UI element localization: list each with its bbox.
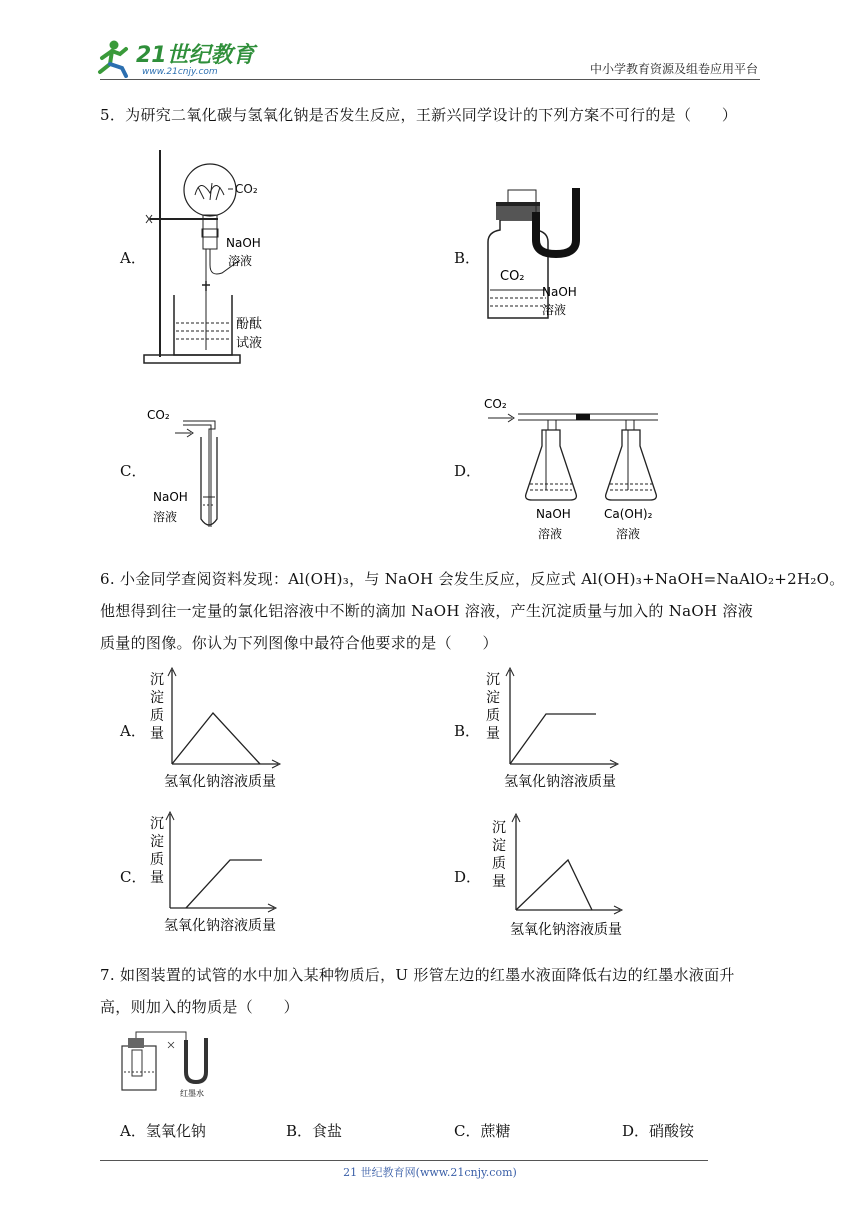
header-divider: [100, 79, 760, 80]
q5-figure-a: [140, 145, 290, 370]
reagent-label: 试液: [236, 336, 263, 351]
q7-option-b[interactable]: B．食盐: [286, 1122, 343, 1140]
svg-text:质: 质: [150, 852, 164, 868]
co2-label: CO₂: [235, 182, 258, 196]
caoh2-label: Ca(OH)₂: [604, 507, 653, 521]
logo-url: www.21cnjy.com: [142, 67, 218, 77]
q6-graph-a: [144, 664, 294, 794]
q6-option-b[interactable]: B．: [454, 722, 481, 740]
q5-stem: 5．为研究二氧化碳与氢氧化钠是否发生反应，王新兴同学设计的下列方案不可行的是（ ）: [100, 106, 738, 124]
q7-option-d[interactable]: D．硝酸铵: [622, 1122, 695, 1140]
svg-text:沉: 沉: [486, 672, 500, 688]
q6-graph-b: [484, 664, 634, 794]
svg-text:量: 量: [492, 874, 506, 890]
q5-figure-d: [478, 390, 668, 545]
q5-option-d[interactable]: D．: [454, 462, 482, 480]
platform-name: 中小学教育资源及组卷应用平台: [589, 62, 758, 76]
svg-text:量: 量: [150, 870, 164, 886]
solution-label: 溶液: [616, 527, 641, 541]
logo-title: 21世纪教育: [136, 43, 255, 68]
svg-text:氢氧化钠溶液质量: 氢氧化钠溶液质量: [164, 918, 276, 934]
co2-label: CO₂: [484, 397, 507, 411]
q7-figure: [116, 1030, 226, 1100]
q7-line-2: 高，则加入的物质是（ ）: [100, 998, 299, 1016]
runner-icon: [100, 41, 126, 77]
q6-graph-c: [144, 808, 294, 938]
svg-text:氢氧化钠溶液质量: 氢氧化钠溶液质量: [510, 922, 622, 938]
solution-label: 溶液: [153, 510, 178, 524]
svg-text:淀: 淀: [150, 834, 164, 850]
svg-text:量: 量: [486, 726, 500, 742]
co2-label: CO₂: [500, 269, 525, 284]
header-logo: [96, 36, 266, 78]
footer-text[interactable]: 21 世纪教育网(www.21cnjy.com): [343, 1166, 517, 1179]
svg-text:质: 质: [150, 708, 164, 724]
q6-line-2: 他想得到往一定量的氯化铝溶液中不断的滴加 NaOH 溶液，产生沉淀质量与加入的 NaOH 溶液: [100, 602, 754, 620]
svg-text:量: 量: [150, 726, 164, 742]
solution-label: 溶液: [538, 527, 563, 541]
svg-text:沉: 沉: [492, 820, 506, 836]
svg-text:沉: 沉: [150, 672, 164, 688]
naoh-label: NaOH: [226, 236, 261, 250]
svg-text:沉: 沉: [150, 816, 164, 832]
q6-line-3: 质量的图像。你认为下列图像中最符合他要求的是（ ）: [100, 634, 498, 652]
q7-option-c[interactable]: C．蔗糖: [454, 1122, 511, 1140]
q5-figure-b: [478, 182, 598, 322]
footer-divider: [100, 1160, 708, 1161]
svg-text:氢氧化钠溶液质量: 氢氧化钠溶液质量: [504, 774, 616, 790]
naoh-label: NaOH: [542, 285, 577, 299]
q6-option-a[interactable]: A．: [120, 722, 146, 740]
q5-option-c[interactable]: C．: [120, 462, 147, 480]
svg-text:淀: 淀: [150, 690, 164, 706]
naoh-label: NaOH: [536, 507, 571, 521]
q5-option-a[interactable]: A．: [120, 249, 146, 267]
svg-text:淀: 淀: [492, 838, 506, 854]
q7-line-1: 7. 如图装置的试管的水中加入某种物质后，U 形管左边的红墨水液面降低右边的红墨水液面升: [100, 966, 735, 984]
svg-text:淀: 淀: [486, 690, 500, 706]
q5-option-b[interactable]: B．: [454, 249, 481, 267]
q6-option-c[interactable]: C．: [120, 868, 147, 886]
q6-line-1: 6. 小金同学查阅资料发现：Al(OH)₃，与 NaOH 会发生反应，反应式 Al(OH)₃+NaOH=NaAlO₂+2H₂O。: [100, 570, 845, 588]
svg-text:质: 质: [492, 856, 506, 872]
q5-figure-c: [145, 397, 255, 532]
phenolphthalein-label: 酚酞: [236, 317, 263, 332]
solution-label: 溶液: [228, 254, 253, 268]
solution-label: 溶液: [542, 303, 567, 317]
svg-text:氢氧化钠溶液质量: 氢氧化钠溶液质量: [164, 774, 276, 790]
svg-text:质: 质: [486, 708, 500, 724]
q7-option-a[interactable]: A．氢氧化钠: [120, 1122, 206, 1140]
q6-option-d[interactable]: D．: [454, 868, 482, 886]
red-ink-label: 红墨水: [180, 1089, 204, 1098]
co2-label: CO₂: [147, 408, 170, 422]
naoh-label: NaOH: [153, 490, 188, 504]
q6-graph-d: [486, 812, 636, 942]
